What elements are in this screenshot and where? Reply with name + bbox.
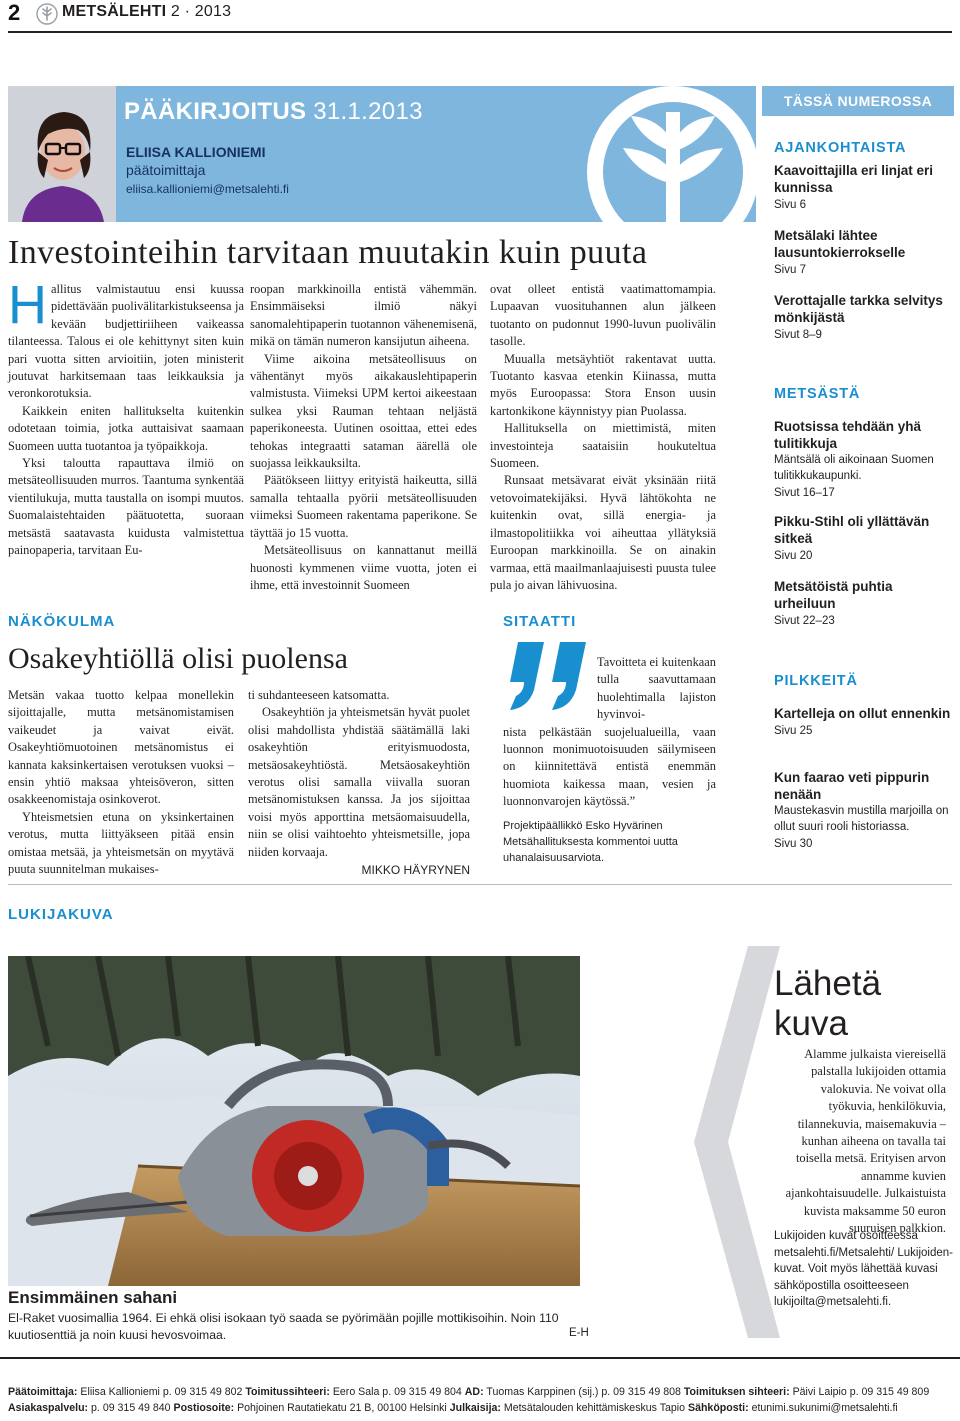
footer-key: Julkaisija: (449, 1402, 501, 1414)
sidebar-item-title: Metsätöistä puhtia urheiluun (774, 579, 893, 611)
send-photo-title-line: Lähetä (774, 964, 882, 1003)
footer-key: Sähköposti: (688, 1402, 749, 1414)
sitaatti-quote-rest: nista pelkästään suojelualueilla, vaan luonnon monimuotoisuuden säilymiseen on kiinnitettävä entistä enemmän huomiota kaikessa maan, vesien ja luonnonvarojen käytössä.” (503, 724, 716, 809)
sidebar-item[interactable] (774, 162, 952, 215)
editorial-headline: Investointeihin tarvitaan muutakin kuin puuta (8, 234, 648, 271)
editorial-paragraph: Kaikkein eniten hallitukselta kuitenkin odotetaan toimia, jotka auttaisivat saamaan Suomeen uutta tuotantoa ja työpaikkoja. (8, 403, 244, 453)
sidebar-item-title: Kartelleja on ollut ennenkin (774, 706, 951, 721)
editorial-title (124, 98, 423, 126)
photo-caption-title: Ensimmäinen sahani (8, 1288, 178, 1307)
footer-value: Metsätalouden kehittämiskeskus Tapio (500, 1402, 688, 1414)
sidebar-item-page: Sivu 7 (774, 264, 806, 276)
footer-line-2 (8, 1400, 956, 1416)
editor-photo (8, 86, 116, 222)
footer-value: Pohjoinen Rautatiekatu 21 B, 00100 Helsinki (234, 1402, 450, 1414)
footer-key: Päätoimittaja: (8, 1386, 78, 1398)
footer-key: Toimitussihteeri: (245, 1386, 330, 1398)
editorial-paragraph: Muualla metsäyhtiöt rakentavat uutta. Tuotanto kasvaa etenkin Kiinassa, mutta myös Euroopassa: Stora Enson uusin kartonkikone käynnistyy pian Puolassa. (490, 351, 716, 418)
send-photo-contact[interactable]: Lukijoiden kuvat osoitteessa metsalehti.fi/Metsalehti/ Lukijoiden-kuvat. Voit myös lähettää kuvasi sähköpostilla osoitteeseen lukijoilta@metsalehti.fi. (774, 1230, 953, 1308)
sidebar-item-page: Sivu 25 (774, 725, 813, 737)
sidebar-title: TÄSSÄ NUMEROSSA (762, 86, 954, 116)
sidebar-item[interactable] (774, 513, 952, 566)
photo-credit: E-H (569, 1327, 589, 1339)
section-divider (8, 884, 952, 885)
nakokulma-paragraph: Osakeyhtiön ja yhteismetsän hyvät puolet olisi mahdollista yhdistää säätämällä laki osakeyhtiön erityismuodosta, metsäosakeyhtiöstä. Metsäosakeyhtiön verotus olisi samalla viivalla suoran metsänomistuksen kanssa. Ja jos sijoittaa voisi myös apporttina metsäomaisuudella, niin se olisi vaihtoehto yhteismetsille, jopa niiden korvaaja. (248, 705, 470, 859)
nakokulma-paragraph: ti suhdanteeseen katsomatta. (248, 688, 390, 702)
nakokulma-column-1 (8, 687, 234, 878)
sidebar-item-page: Sivu 30 (774, 838, 813, 850)
sidebar-section-label: PILKKEITÄ (774, 673, 858, 689)
footer-value: Tuomas Karppinen (sij.) p. 09 315 49 808 (483, 1386, 684, 1398)
reader-photo-chainsaw (8, 956, 580, 1286)
sitaatti-attribution: Projektipäällikkö Esko Hyvärinen Metsähallituksesta kommentoi uutta uhanalaisuusarviota. (503, 820, 678, 864)
publication-line (62, 3, 231, 21)
editorial-paragraph: roopan markkinoilla entistä vähemmän. Ensimmäiseksi ilmiö näkyi sanomalehtipaperin tuotannon vähenemisenä, mikä on tämän numeron kansijutun aiheena. (250, 282, 477, 349)
sidebar-section-label: METSÄSTÄ (774, 386, 861, 402)
sidebar-item[interactable] (774, 227, 952, 280)
sidebar-item-title: Ruotsissa tehdään yhä tulitikkuja (774, 419, 922, 451)
issue-number: 2 · 2013 (170, 3, 232, 20)
editorial-paragraph: ovat olleet entistä vaatimattomampia. Lupaavan vuosituhannen alun jälkeen tuotanto on pudonnut 1990-luvun puolivälin tasolle. (490, 282, 716, 349)
sidebar-item-page: Sivut 16–17 (774, 487, 835, 499)
publication-name: METSÄLEHTI (62, 3, 167, 20)
sidebar-item-title: Kun faarao veti pippurin nenään (774, 770, 930, 802)
editorial-paragraph: Runsaat metsävarat eivät yksinään riitä vetovoimatekijäksi. Hyvä lähtökohta ne kuitenkin ovat, sillä energia- ja ilmastopolitiikka voi aiheuttaa yllätyksiä Euroopan markkinoilla. Se on ainakin varmaa, että maailmanlaajuisesti puusta tulee pula jo aivan lähivuosina. (490, 473, 716, 592)
sitaatti-quote (503, 654, 716, 811)
footer-value: Eero Sala p. 09 315 49 804 (329, 1386, 465, 1398)
sidebar-item-desc: Mäntsälä oli aikoinaan Suomen tulitikkukaupunki. (774, 454, 934, 482)
nakokulma-paragraph: Yhteismetsien etuna on yksinkertainen verotus, mutta liittyäkseen pitää ensin omistaa metsää, ja yhteismetsän on myytävä puuta suunnitelman mukaises- (8, 809, 234, 877)
footer-key: AD: (464, 1386, 484, 1398)
editorial-section: PÄÄKIRJOITUS (124, 98, 307, 125)
editorial-paragraph: Metsäteollisuus on kannattanut meillä huonosti kymmenen viime vuotta, joten ei ihme, että investoinnit Suomeen (250, 543, 477, 592)
editor-name: ELIISA KALLIONIEMI (126, 144, 266, 160)
header-rule (8, 31, 952, 33)
footer-key: Postiosoite: (173, 1402, 235, 1414)
sidebar-item-title: Verottajalle tarkka selvitys mönkijästä (774, 293, 943, 325)
metsalehti-emblem-icon (573, 86, 756, 222)
sidebar-item-page: Sivu 6 (774, 199, 806, 211)
editor-email[interactable]: eliisa.kallioniemi@metsalehti.fi (126, 182, 289, 196)
chevron-left-icon (690, 946, 780, 1338)
nakokulma-byline: MIKKO HÄYRYNEN (361, 863, 470, 878)
photo-caption: El-Raket vuosimallia 1964. Ei ehkä olisi isokaan työ saada se pyörimään pojille mottikisoihin. Noin 110 kuutiosenttiä ja noin kuusi hevosvoimaa. (8, 1311, 559, 1342)
editor-role: päätoimittaja (126, 162, 206, 178)
sidebar-item-title: Kaavoittajilla eri linjat eri kunnissa (774, 163, 934, 195)
nakokulma-label: NÄKÖKULMA (8, 613, 116, 630)
drop-cap: H (8, 275, 47, 335)
nakokulma-headline: Osakeyhtiöllä olisi puolensa (8, 642, 348, 675)
page-number: 2 (8, 0, 21, 25)
sidebar-item-page: Sivu 20 (774, 550, 813, 562)
sidebar-item-desc: Maustekasvin mustilla marjoilla on ollut suuri rooli historiassa. (774, 805, 949, 833)
footer-contacts (8, 1384, 956, 1416)
sidebar-item-page: Sivut 22–23 (774, 615, 835, 627)
send-photo-title-line: kuva (774, 1004, 848, 1043)
sidebar-item[interactable] (774, 769, 952, 854)
sidebar-item[interactable] (774, 705, 952, 741)
footer-line-1 (8, 1384, 956, 1400)
footer-value: p. 09 315 49 840 (88, 1402, 174, 1414)
nakokulma-paragraph: Metsän vakaa tuotto kelpaa monellekin sijoittajalle, mutta metsänomistamisen vaikeudet ja vaivat eivät. Osakeyhtiömuotoinen metsänomistus ei kannata kaksinkertaisen verotuksen vuoksi – ensin yhtiö maksaa yhteisöveron, sitten osakkeenomistaja osinkoverot. (8, 688, 234, 807)
editorial-banner (8, 86, 756, 222)
editorial-paragraph: Päätökseen liittyy erityistä haikeutta, sillä samalla tehtaalla pyörii metsäteollisuuden viimeksi Suomeen rakentama paperikone. Se täyttää jo 15 vuotta. (250, 473, 477, 540)
sidebar-item[interactable] (774, 578, 952, 631)
editorial-column-3 (490, 281, 716, 594)
editorial-paragraph: Viime aikoina metsäteollisuus on vähentänyt myös aikakauslehtipaperin valmistusta. Viimeksi UPM kertoi aikeestaan sulkea yksi Rauman tehtaan neljästä paperikoneesta. Uutinen osoittaa, ettei edes tehokas integraatti sataman äärellä ole suojassa leikkauksilta. (250, 351, 477, 471)
lukijakuva-label: LUKIJAKUVA (8, 906, 114, 923)
editorial-paragraph: Yksi taloutta rapauttava ilmiö on metsäteollisuuden murros. Taantuma synkentää vientilukuja, mutta taustalla on isompi muutos. Suomalaistehtaiden päätuotetta, suoraan metsästä saatavasta kuidusta valmistettua painopaperia, tarvitaan Eu- (8, 456, 244, 558)
editorial-column-1 (8, 275, 244, 560)
footer-key: Toimituksen sihteeri: (683, 1386, 790, 1398)
editorial-paragraph: Hallituksella on miettimistä, miten investointeja saataisiin houkuteltua Suomeen. (490, 421, 716, 471)
sidebar-item-page: Sivut 8–9 (774, 329, 822, 341)
sidebar-item-title: Metsälaki lähtee lausuntokierrokselle (774, 228, 906, 260)
footer-value: Päivi Laipio p. 09 315 49 809 (789, 1386, 930, 1398)
sitaatti-quote-lead: Tavoitteta ei kuitenkaan tulla saavuttamaan huolehtimalla lajiston hyvinvoi- (597, 655, 716, 722)
metsalehti-logo-icon (36, 3, 58, 25)
footer-rule (0, 1357, 960, 1359)
footer-value: Eliisa Kallioniemi p. 09 315 49 802 (77, 1386, 246, 1398)
send-photo-body: Alamme julkaista viereisellä palstalla lukijoiden ottamia valokuvia. Ne voivat olla työkuvia, henkilökuvia, tilannekuvia, maisemakuvia – kunhan aiheena on tavalla tai toisella metsä. Erityisen arvon annamme kuvien ajankohtaisuudelle. Julkaistuista kuvista maksamme 50 euron suuruisen palkkion. (785, 1047, 946, 1236)
editorial-paragraph: allitus valmistautuu ensi kuussa pidettävään puolivälitarkistukseensa ja kevään budjettiriiheen vaikeassa tilanteessa. Talous ei ole kehittynyt siten kuin pari vuotta sitten arvioitiin, joten ministerit joutuvat harkitsemaan taas leikkauksia ja veronkorotuksia. (8, 282, 244, 401)
send-photo-title (774, 964, 881, 1044)
sidebar-item[interactable] (774, 292, 952, 345)
editorial-column-2 (250, 281, 477, 594)
sitaatti-label: SITAATTI (503, 613, 577, 630)
footer-key: Asiakaspalvelu: (8, 1402, 89, 1414)
sidebar-section-label: AJANKOHTAISTA (774, 140, 907, 156)
sidebar-item-title: Pikku-Stihl oli yllättävän sitkeä (774, 514, 930, 546)
footer-value: etunimi.sukunimi@metsalehti.fi (748, 1402, 898, 1414)
editorial-date: 31.1.2013 (313, 98, 423, 125)
sidebar-item[interactable] (774, 418, 952, 503)
nakokulma-column-2 (248, 687, 470, 877)
